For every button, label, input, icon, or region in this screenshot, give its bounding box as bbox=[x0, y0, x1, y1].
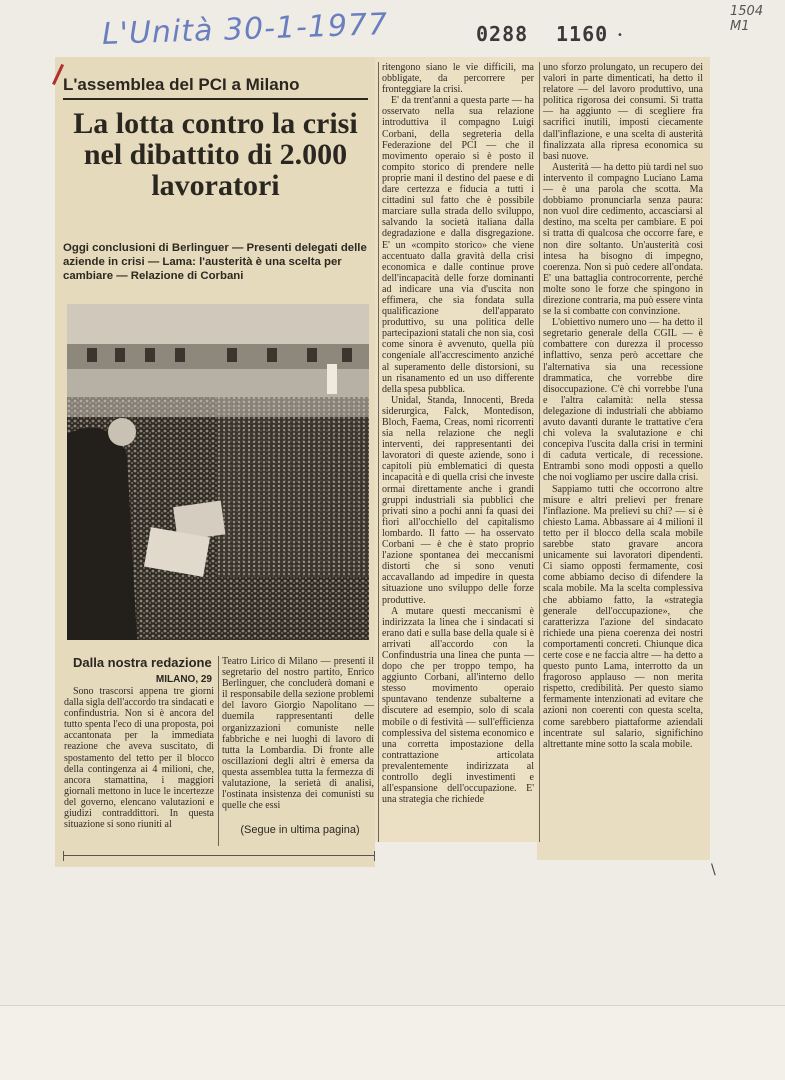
archive-code-secondary: 1160 bbox=[556, 22, 609, 46]
paragraph: Sappiamo tutti che occorrono altre misure e altri prelievi per frenare l'inflazione. Ma prelievi su chi? — si è chiesto Lama. Abbassare ai 4 milioni il tetto per il blocco della scala mobile sarebbe stato gravare ancora unicamente sui lavoratori dipendenti. Ci siamo opposti fermamente, così come abbiamo deciso di difendere la scala mobile. Ma la scelta complessiva che abbiamo fatto, la «strategia generale dell'occupazione», che caratterizza l'azione del sindacato richiede una piena coerenza dei nostri comportamenti concreti. Chiunque dica certe cose e ne faccia altre — ha detto a questo punto Lama, interrotto da un fragoroso applauso — non merita rispetto, credibilità. Per questo siamo fermamente intenzionati ad evitare che azioni non coerenti con questa scelta, come sarebbero piattaforme aziendali incentrate sul salario, significhino altrettante mine sotto la scala mobile. bbox=[543, 483, 703, 750]
paragraph: uno sforzo prolungato, un recupero dei valori in parte dimenticati, ha detto il relatore — del lavoro produttivo, una politica rigorosa dei consumi. Si tratta — ha aggiunto — di scegliere fra sacrifici inutili, imposti ciecamente dall'inflazione, e una scelta di austerità finalizzata alla ripresa economica su basi nuove. bbox=[543, 62, 703, 162]
dateline: MILANO, 29 bbox=[155, 674, 212, 685]
assembly-hall-image bbox=[67, 304, 369, 640]
column-divider bbox=[378, 62, 379, 842]
column-divider bbox=[539, 62, 540, 842]
stray-pen-mark: \ bbox=[711, 862, 716, 878]
article-headline: La lotta contro la crisi nel dibattito di 2.000 lavoratori bbox=[73, 107, 358, 202]
column-divider bbox=[218, 656, 219, 846]
paragraph: A mutare questi meccanismi è indirizzata la linea che i sindacati si erano dati e sulla base della quale si è arrivati all'accordo con la Confindustria una linea che punta — dopo che per troppo tempo, ha aggiunto Corbani, all'interno dello stesso movimento operaio spuntavano tendenze subalterne a discutere ad esempio, solo di scala mobile o di festività — sull'efficienza complessiva del sistema economico e una corretta impostazione della contrattazione articolata prevalentemente indirizzata al controllo degli investimenti e all'espansione dell'occupazione. E' una strategia che richiede bbox=[382, 605, 534, 806]
paragraph: Austerità — ha detto più tardi nel suo intervento il compagno Luciano Lama — è una parola che scotta. Ma dobbiamo pronunciarla senza paura: non vuol dire cedimento, accasciarsi al destino, ma scelta per cambiare. E poi si tratta di qualcosa che occorre fare, e non dire soltanto. Un'austerità così intesa ha bisogno di impegno, coerenza. Non si può cedere all'ondata. E' una battaglia controcorrente, perché molte sono le forze che spingono in direzione contraria, ma può essere vinta se la si combatte con convinzione. bbox=[543, 161, 703, 318]
handwritten-date: L'Unità 30-1-1977 bbox=[101, 7, 389, 52]
corner-archive-mark: 1504 M1 bbox=[730, 4, 764, 34]
article-kicker: L'assemblea del PCI a Milano bbox=[63, 75, 368, 100]
bottom-rule bbox=[63, 855, 375, 856]
paragraph: L'obiettivo numero uno — ha detto il segretario generale della CGIL — è combattere con durezza il processo inflattivo, senza però accettare che l'alternativa sia una recessione drammatica, che vorrebbe dire disoccupazione. C'è chi vorrebbe l'una e l'altra calamità: nella stessa delegazione di industriali che abbiamo avuto davanti durante le trattative c'era chi voleva la svalutazione e chi concepiva l'uscita dalla crisi in termini di caduta verticale, di recessione. Entrambi sono modi opposti a quello che noi vogliamo per uscire dalla crisi. bbox=[543, 317, 703, 484]
article-column-4 bbox=[543, 62, 703, 750]
continuation-note: (Segue in ultima pagina) bbox=[240, 824, 360, 836]
paragraph: Teatro Lirico di Milano — presenti il segretario del nostro partito, Enrico Berlinguer, che concluderà domani e il responsabile della sezione problemi del lavoro Giorgio Napolitano — duemila rappresentanti delle organizzazioni comuniste nelle fabbriche e nei luoghi di lavoro di tutta la Lombardia. Di fronte alle oscillazioni degli altri è emersa da questa assemblea tutta la fermezza di valutazione, la serietà di analisi, l'ostinata insistenza dei comunisti su quelle che essi bbox=[222, 656, 374, 812]
article-column-3 bbox=[382, 62, 534, 805]
assembly-photo bbox=[67, 304, 369, 640]
article-column-1 bbox=[64, 686, 214, 830]
article-subheadline: Oggi conclusioni di Berlinguer — Presenti delegati delle aziende in crisi — Lama: l'austerità è una scelta per cambiare — Relazione di Corbani bbox=[63, 242, 367, 282]
paragraph: E' da trent'anni a questa parte — ha osservato nella sua relazione introduttiva il compagno Luigi Corbani, della segreteria della Federazione del PCI — che il movimento operaio si è posto il compito storico di prendere nelle proprie mani il destino del paese e di dare certezza e fiducia a tutti i cittadini sul fatto che è possibile marciare sulla strada dello sviluppo, salvando la società italiana dalla degradazione e dalla disgregazione. E' un «compito storico» che viene accentuato dalla gravità della crisi economica e dalle continue prove dell'incapacità delle forze dominanti ad indicare una via d'uscita non effimera, che sia fondata sulla qualificazione dell'apparato produttivo, su una politica delle partecipazioni statali che non sia, così come sinora è avvenuto, quella più congeniale all'accrescimento anziché al superamento delle distorsioni, su un risanamento ed un uso differente della spesa pubblica. bbox=[382, 95, 534, 395]
article-column-2 bbox=[222, 656, 374, 811]
paragraph: ritengono siano le vie difficili, ma obbligate, da percorrere per fronteggiare la crisi. bbox=[382, 62, 534, 96]
stray-pen-mark: • bbox=[617, 30, 623, 41]
archive-code-primary: 0288 bbox=[476, 22, 529, 46]
byline: Dalla nostra redazione bbox=[73, 655, 212, 670]
paragraph: Unidal, Standa, Innocenti, Breda siderurgica, Falck, Montedison, Bloch, Faema, Creas, nomi ricorrenti sia nella relazione che negli interventi, dei rappresentanti dei lavoratori di queste aziende, sono i capitoli più emblematici di questa incapacità e di quella crisi che investe ormai direttamente anche i grandi gruppi industriali sia pubblici che privati sino a pochi anni fa quasi dei fiori all'occhiello del capitalismo lombardo. Il fatto — ha osservato Corbani — è che è stato proprio l'azione spontanea dei meccanismi distorti che si sono venuti accavallando ad impedire in questa situazione uno sviluppo delle forze produttive. bbox=[382, 394, 534, 606]
paragraph: Sono trascorsi appena tre giorni dalla sigla dell'accordo tra sindacati e confindustria. Non si è ancora del tutto spenta l'eco di una proposta, poi accantonata per la immediata reazione che aveva suscitato, di spostamento del tetto per il blocco della contingenza ai 4 milioni, che, ancora stamattina, i maggiori giornali mettono in luce le incertezze del governo, elencano valutazioni e giudizi contraddittori. In questa situazione si sono riuniti al bbox=[64, 686, 214, 831]
